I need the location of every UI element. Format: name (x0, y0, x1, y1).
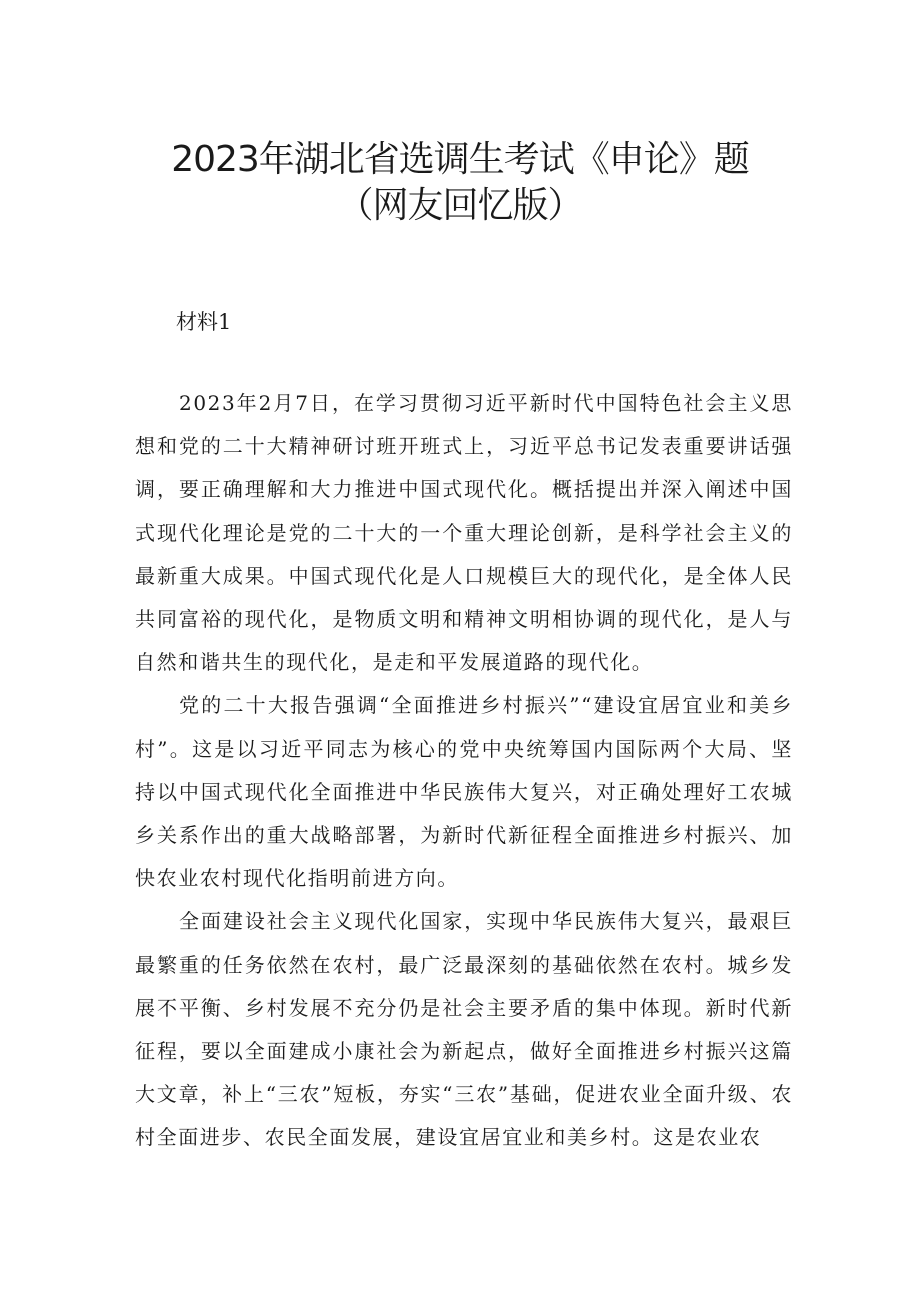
paragraph-1: 2023年2月7日，在学习贯彻习近平新时代中国特色社会主义思想和党的二十大精神研讨班开班式上，习近平总书记发表重要讲话强调，要正确理解和大力推进中国式现代化。概括提出并深入阐述中国式现代化理论是党的二十大的一个重大理论创新，是科学社会主义的最新重大成果。中国式现代化是人口规模巨大的现代化，是全体人民共同富裕的现代化，是物质文明和精神文明相协调的现代化，是人与自然和谐共生的现代化，是走和平发展道路的现代化。 (135, 391, 793, 675)
document-body (135, 382, 793, 1160)
section-label: 材料1 (176, 310, 232, 334)
document-title: 2023年湖北省选调生考试《申论》题 (171, 139, 749, 180)
document-subtitle: （网友回忆版） (337, 185, 583, 226)
paragraph-3: 全面建设社会主义现代化国家，实现中华民族伟大复兴，最艰巨最繁重的任务依然在农村，最广泛最深刻的基础依然在农村。城乡发展不平衡、乡村发展不充分仍是社会主要矛盾的集中体现。新时代新征程，要以全面建成小康社会为新起点，做好全面推进乡村振兴这篇大文章，补上“三农”短板，夯实“三农”基础，促进农业全面升级、农村全面进步、农民全面发展，建设宜居宜业和美乡村。这是农业农 (135, 909, 793, 1150)
paragraph-2: 党的二十大报告强调“全面推进乡村振兴”“建设宜居宜业和美乡村”。这是以习近平同志为核心的党中央统筹国内国际两个大局、坚持以中国式现代化全面推进中华民族伟大复兴，对正确处理好工农城乡关系作出的重大战略部署，为新时代新征程全面推进乡村振兴、加快农业农村现代化指明前进方向。 (135, 693, 793, 891)
